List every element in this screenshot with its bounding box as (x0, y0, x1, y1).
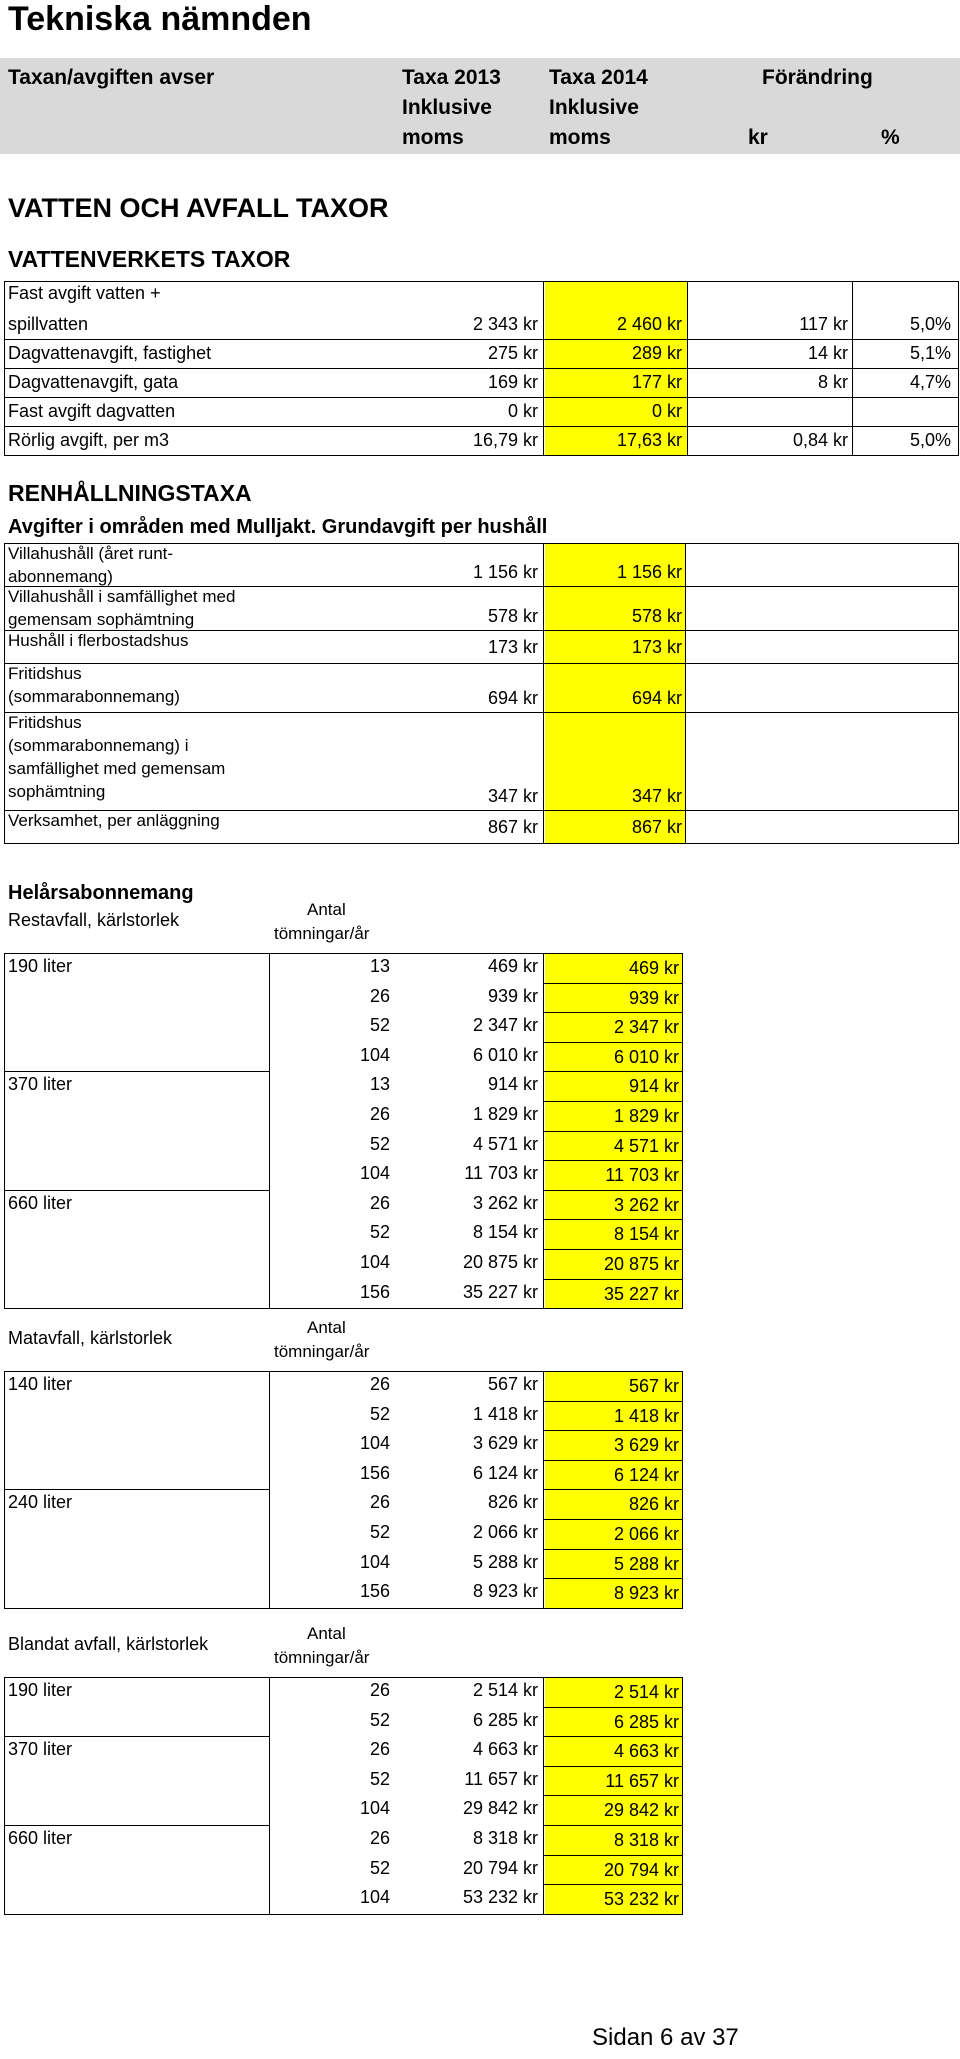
taxa-2014: 1 156 kr (616, 562, 682, 582)
taxa-2013: 4 571 kr (472, 1134, 538, 1154)
row-label: Verksamhet, per anläggning (8, 811, 220, 830)
table-row (0, 1042, 960, 1072)
emptyings-per-year: 13 (369, 1074, 390, 1094)
taxa-2013: 867 kr (487, 817, 538, 837)
taxa-2014: 8 318 kr (613, 1830, 679, 1850)
table-row (0, 1766, 960, 1796)
taxa-2013: 8 154 kr (472, 1222, 538, 1242)
bin-size: 370 liter (8, 1074, 73, 1094)
change-kr: 8 kr (817, 372, 848, 392)
emptyings-per-year: 104 (359, 1163, 390, 1183)
blandat-label: Blandat avfall, kärlstorlek (8, 1634, 209, 1654)
taxa-2014: 347 kr (631, 786, 682, 806)
emptyings-per-year: 52 (369, 1710, 390, 1730)
taxa-2013: 939 kr (487, 986, 538, 1006)
table-row (0, 810, 960, 843)
taxa-2014: 939 kr (628, 988, 679, 1008)
row-label: (sommarabonnemang) i (8, 736, 189, 755)
table-row (0, 1855, 960, 1885)
emptyings-per-year: 52 (369, 1769, 390, 1789)
emptyings-per-year: 104 (359, 1252, 390, 1272)
taxa-2014: 20 875 kr (603, 1254, 679, 1274)
table-row (0, 630, 960, 663)
table-row (0, 1489, 960, 1519)
table-row (0, 281, 960, 339)
row-label: (sommarabonnemang) (8, 687, 180, 706)
emptyings-per-year: 26 (369, 1374, 390, 1394)
taxa-2014: 2 514 kr (613, 1682, 679, 1702)
table-row (0, 712, 960, 810)
table-row (0, 1519, 960, 1549)
taxa-2014: 1 418 kr (613, 1406, 679, 1426)
taxa-2013: 6 285 kr (472, 1710, 538, 1730)
row-label: samfällighet med gemensam (8, 759, 226, 778)
taxa-2013: 2 347 kr (472, 1015, 538, 1035)
taxa-2013: 173 kr (487, 637, 538, 657)
taxa-2013: 567 kr (487, 1374, 538, 1394)
row-label: spillvatten (8, 314, 89, 334)
table-row (0, 983, 960, 1013)
emptyings-per-year: 104 (359, 1887, 390, 1907)
taxa-2014: 6 285 kr (613, 1712, 679, 1732)
row-label: sophämtning (8, 782, 106, 801)
taxa-2013: 6 010 kr (472, 1045, 538, 1065)
row-divider (269, 1608, 683, 1609)
table-row (0, 397, 960, 426)
taxa-2014: 53 232 kr (603, 1889, 679, 1909)
page-title: Tekniska nämnden (8, 0, 312, 38)
taxa-2014: 6 010 kr (613, 1047, 679, 1067)
taxa-2013: 0 kr (507, 401, 538, 421)
table-row (0, 1012, 960, 1042)
taxa-2014: 4 571 kr (613, 1136, 679, 1156)
taxa-2013: 1 829 kr (472, 1104, 538, 1124)
table-row (0, 1101, 960, 1131)
emptyings-per-year: 13 (369, 956, 390, 976)
emptyings-per-year: 26 (369, 1828, 390, 1848)
row-label: Fritidshus (8, 664, 82, 683)
taxa-2014: 3 262 kr (613, 1195, 679, 1215)
taxa-2013: 169 kr (487, 372, 538, 392)
header-col-2013: Taxa 2013 (402, 66, 501, 89)
taxa-2013: 578 kr (487, 606, 538, 626)
taxa-2014: 11 703 kr (605, 1165, 679, 1185)
taxa-2014: 3 629 kr (613, 1435, 679, 1455)
row-label: Fast avgift dagvatten (8, 401, 176, 421)
taxa-2013: 16,79 kr (472, 430, 538, 450)
table-row (0, 1578, 960, 1608)
table-row (0, 426, 960, 455)
antal-header: tömningar/år (274, 1648, 370, 1667)
taxa-2014: 0 kr (651, 401, 682, 421)
change-pct: 5,0% (909, 430, 951, 450)
taxa-2014: 177 kr (631, 372, 682, 392)
table-row (0, 1071, 960, 1101)
taxa-2013: 20 875 kr (462, 1252, 538, 1272)
taxa-2013: 6 124 kr (472, 1463, 538, 1483)
table-row (0, 1884, 960, 1914)
taxa-2014: 694 kr (631, 688, 682, 708)
header-col-forandring: Förändring (762, 66, 873, 89)
row-divider (269, 1914, 683, 1915)
taxa-2013: 694 kr (487, 688, 538, 708)
table-row (0, 1677, 960, 1707)
taxa-2014: 469 kr (628, 958, 679, 978)
taxa-2013: 826 kr (487, 1492, 538, 1512)
change-kr: 117 kr (799, 314, 848, 334)
taxa-2014: 2 347 kr (613, 1017, 679, 1037)
taxa-2013: 53 232 kr (462, 1887, 538, 1907)
taxa-2014: 29 842 kr (603, 1800, 679, 1820)
bin-size: 660 liter (8, 1193, 73, 1213)
emptyings-per-year: 156 (359, 1581, 390, 1601)
taxa-2013: 1 156 kr (472, 562, 538, 582)
antal-header: Antal (307, 900, 346, 919)
change-kr: 14 kr (807, 343, 848, 363)
taxa-2014: 5 288 kr (613, 1554, 679, 1574)
emptyings-per-year: 52 (369, 1222, 390, 1242)
header-col-avser: Taxan/avgiften avser (8, 66, 215, 89)
emptyings-per-year: 52 (369, 1858, 390, 1878)
taxa-2014: 867 kr (631, 817, 682, 837)
bin-size: 370 liter (8, 1739, 73, 1759)
table-row (0, 339, 960, 368)
emptyings-per-year: 104 (359, 1798, 390, 1818)
antal-header: Antal (307, 1318, 346, 1337)
helars-title: Helårsabonnemang (8, 882, 194, 904)
emptyings-per-year: 52 (369, 1015, 390, 1035)
row-label: Fritidshus (8, 713, 82, 732)
taxa-2014: 914 kr (628, 1076, 679, 1096)
table-row (0, 953, 960, 983)
table-row (0, 1460, 960, 1490)
taxa-2014: 826 kr (628, 1494, 679, 1514)
table-row (0, 543, 960, 586)
taxa-2014: 6 124 kr (613, 1465, 679, 1485)
taxa-2014: 17,63 kr (616, 430, 682, 450)
renhallning-subtitle: Avgifter i områden med Mulljakt. Grundavgift per hushåll (8, 516, 548, 538)
emptyings-per-year: 156 (359, 1282, 390, 1302)
taxa-2014: 35 227 kr (603, 1284, 679, 1304)
bin-size: 190 liter (8, 956, 73, 976)
emptyings-per-year: 104 (359, 1433, 390, 1453)
taxa-2013: 8 923 kr (472, 1581, 538, 1601)
row-label: gemensam sophämtning (8, 610, 195, 629)
bin-size: 660 liter (8, 1828, 73, 1848)
taxa-2013: 2 514 kr (472, 1680, 538, 1700)
table-row (0, 1736, 960, 1766)
taxa-2013: 35 227 kr (462, 1282, 538, 1302)
taxa-2014: 289 kr (631, 343, 682, 363)
taxa-2013: 3 629 kr (472, 1433, 538, 1453)
section-title-vatten: VATTENVERKETS TAXOR (8, 246, 291, 272)
taxa-2014: 173 kr (631, 637, 682, 657)
taxa-2014: 8 154 kr (613, 1224, 679, 1244)
taxa-2014: 11 657 kr (605, 1771, 679, 1791)
emptyings-per-year: 26 (369, 1492, 390, 1512)
taxa-2014: 1 829 kr (613, 1106, 679, 1126)
row-label: Hushåll i flerbostadshus (8, 631, 189, 650)
table-row (0, 1190, 960, 1220)
taxa-2013: 20 794 kr (462, 1858, 538, 1878)
taxa-2014: 8 923 kr (613, 1583, 679, 1603)
emptyings-per-year: 52 (369, 1134, 390, 1154)
table-row (0, 1707, 960, 1737)
table-row (0, 1160, 960, 1190)
taxa-2013: 347 kr (487, 786, 538, 806)
taxa-2013: 3 262 kr (472, 1193, 538, 1213)
taxa-2013: 11 703 kr (464, 1163, 538, 1183)
row-label: Villahushåll (året runt- (8, 544, 174, 563)
bin-size: 140 liter (8, 1374, 73, 1394)
emptyings-per-year: 26 (369, 1104, 390, 1124)
table-row (0, 1279, 960, 1309)
taxa-2013: 29 842 kr (462, 1798, 538, 1818)
section-title-main: VATTEN OCH AVFALL TAXOR (8, 193, 389, 223)
table-row (0, 1825, 960, 1855)
emptyings-per-year: 52 (369, 1404, 390, 1424)
emptyings-per-year: 26 (369, 986, 390, 1006)
table-row (0, 368, 960, 397)
taxa-2014: 2 460 kr (616, 314, 682, 334)
taxa-2014: 4 663 kr (613, 1741, 679, 1761)
table-row (0, 586, 960, 630)
matavfall-label: Matavfall, kärlstorlek (8, 1328, 173, 1348)
emptyings-per-year: 104 (359, 1552, 390, 1572)
table-row (0, 1249, 960, 1279)
antal-header: tömningar/år (274, 924, 370, 943)
taxa-2013: 469 kr (487, 956, 538, 976)
row-label: abonnemang) (8, 567, 113, 586)
emptyings-per-year: 104 (359, 1045, 390, 1065)
taxa-2013: 11 657 kr (464, 1769, 538, 1789)
change-pct: 5,0% (909, 314, 951, 334)
emptyings-per-year: 26 (369, 1680, 390, 1700)
taxa-2013: 275 kr (487, 343, 538, 363)
page-footer: Sidan 6 av 37 (592, 2024, 739, 2051)
taxa-2014: 567 kr (628, 1376, 679, 1396)
taxa-2014: 20 794 kr (603, 1860, 679, 1880)
taxa-2013: 914 kr (487, 1074, 538, 1094)
table-row (0, 1371, 960, 1401)
row-label: Dagvattenavgift, gata (8, 372, 179, 392)
emptyings-per-year: 156 (359, 1463, 390, 1483)
change-kr: 0,84 kr (792, 430, 848, 450)
table-row (0, 1795, 960, 1825)
row-label: Fast avgift vatten + (8, 283, 161, 303)
table-row (0, 1219, 960, 1249)
taxa-2014: 2 066 kr (613, 1524, 679, 1544)
row-label: Rörlig avgift, per m3 (8, 430, 170, 450)
emptyings-per-year: 52 (369, 1522, 390, 1542)
taxa-2013: 2 066 kr (472, 1522, 538, 1542)
restavfall-label: Restavfall, kärlstorlek (8, 910, 180, 930)
table-row (0, 1401, 960, 1431)
section-title-renhallning: RENHÅLLNINGSTAXA (8, 480, 252, 506)
bin-size: 190 liter (8, 1680, 73, 1700)
taxa-2013: 5 288 kr (472, 1552, 538, 1572)
table-row (0, 1430, 960, 1460)
antal-header: Antal (307, 1624, 346, 1643)
row-label: Dagvattenavgift, fastighet (8, 343, 212, 363)
emptyings-per-year: 26 (369, 1739, 390, 1759)
header-col-2014: Taxa 2014 (549, 66, 648, 89)
antal-header: tömningar/år (274, 1342, 370, 1361)
table-row (0, 1549, 960, 1579)
taxa-2013: 8 318 kr (472, 1828, 538, 1848)
bin-size: 240 liter (8, 1492, 73, 1512)
table-row (0, 1131, 960, 1161)
taxa-2014: 578 kr (631, 606, 682, 626)
change-pct: 5,1% (909, 343, 951, 363)
taxa-2013: 2 343 kr (472, 314, 538, 334)
taxa-2013: 4 663 kr (472, 1739, 538, 1759)
change-pct: 4,7% (909, 372, 951, 392)
row-label: Villahushåll i samfällighet med (8, 587, 236, 606)
emptyings-per-year: 26 (369, 1193, 390, 1213)
table-row (0, 663, 960, 712)
taxa-2013: 1 418 kr (472, 1404, 538, 1424)
table-header: Taxan/avgiften avser Taxa 2013 Inklusive moms Taxa 2014 Inklusive moms Förändring kr % (0, 58, 960, 154)
